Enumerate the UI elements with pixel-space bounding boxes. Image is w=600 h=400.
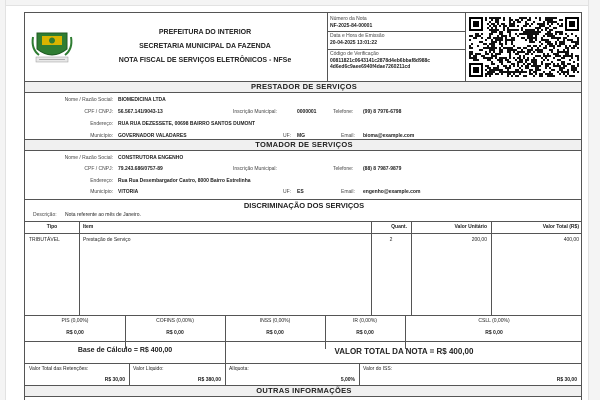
- data-emissao-label: Data e Hora de Emissão: [330, 33, 385, 39]
- tributo-cofins-label: COFINS (0,00%): [156, 318, 194, 324]
- prestador-cpf: 56.567.141/9043-13: [118, 109, 163, 115]
- row-item: Prestação de Serviço: [83, 237, 131, 243]
- tributo-ir-label: IR (0,00%): [353, 318, 377, 324]
- prestador-im-label: Inscrição Municipal:: [233, 109, 277, 115]
- valor-liquido-label: Valor Líquido:: [133, 366, 164, 372]
- numero-nota-label: Número da Nota: [330, 16, 367, 22]
- prestador-razao-label: Nome / Razão Social:: [64, 97, 113, 103]
- tomador-cpf: 79.243.686/0757-89: [118, 166, 163, 172]
- tomador-municipio: VITORIA: [118, 189, 139, 195]
- aliquota-value: 5,00%: [340, 377, 355, 383]
- col-item: Item: [83, 224, 94, 230]
- row-tipo: TRIBUTÁVEL: [29, 237, 60, 243]
- data-emissao-value: 20-04-2025 13:01:22: [330, 40, 377, 46]
- base-calculo: Base de Cálculo = R$ 400,00: [77, 347, 173, 354]
- tomador-tel: (88) 8 7987-9879: [363, 166, 402, 172]
- retencoes-label: Valor Total das Retenções:: [29, 366, 89, 372]
- viewer-scrollbar[interactable]: [588, 0, 600, 400]
- codigo-verificacao-line2: 4d6ed6c9aee6940f4dae7260211cd: [330, 64, 411, 70]
- tomador-section-header: [25, 139, 582, 151]
- prestador-tel: (99) 8 7976-6798: [363, 109, 402, 115]
- tributo-cofins-value: R$ 0,00: [166, 330, 184, 336]
- prestador-tel-label: Telefone:: [333, 109, 354, 115]
- retencoes-value: R$ 30,00: [104, 377, 125, 383]
- tomador-endereco: Rua Rua Desembargador Castro, 8000 Bairro Estrelinha: [118, 178, 251, 184]
- tributo-ir-value: R$ 0,00: [356, 330, 374, 336]
- col-valor-total: Valor Total (R$): [542, 224, 579, 230]
- prestador-uf: MG: [297, 133, 306, 139]
- col-quant: Quant.: [391, 224, 407, 230]
- tomador-razao-label: Nome / Razão Social:: [64, 155, 113, 161]
- prestador-im: 0000001: [297, 109, 317, 115]
- prestador-cpf-label: CPF / CNPJ:: [84, 109, 113, 115]
- header-prefeitura: PREFEITURA DO INTERIOR: [158, 29, 252, 36]
- tributo-inss-value: R$ 0,00: [266, 330, 284, 336]
- prestador-email-label: Email:: [341, 133, 355, 139]
- aliquota-label: Alíquota:: [229, 366, 249, 372]
- numero-nota-value: NF-2025-84-00001: [330, 23, 373, 29]
- header-secretaria: SECRETARIA MUNICIPAL DA FAZENDA: [139, 43, 271, 50]
- prestador-endereco: RUA RUA DEZESSETE, 00698 BAIRRO SANTOS DUMONT: [118, 121, 256, 127]
- prestador-title: PRESTADOR DE SERVIÇOS: [250, 82, 358, 91]
- prestador-end-label: Endereço:: [90, 121, 113, 127]
- col-tipo: Tipo: [46, 224, 58, 230]
- valor-iss-label: Valor do ISS:: [363, 366, 393, 372]
- tomador-end-label: Endereço:: [90, 178, 113, 184]
- municipal-crest-icon: [29, 27, 75, 67]
- qr-code-icon: [469, 17, 579, 77]
- tomador-uf-label: UF:: [283, 189, 292, 195]
- outras-informacoes-header: [25, 385, 582, 397]
- descricao-label: Descrição:: [33, 212, 57, 218]
- tomador-mun-label: Município:: [90, 189, 113, 195]
- prestador-municipio: GOVERNADOR VALADARES: [118, 133, 187, 139]
- tomador-uf: ES: [297, 189, 304, 195]
- col-valor-unitario: Valor Unitário: [454, 224, 487, 230]
- row-valor-unitario: 200,00: [471, 237, 487, 243]
- descricao-text: Nota referente ao mês de Janeiro.: [65, 212, 141, 218]
- row-quant: 2: [389, 237, 393, 243]
- codigo-verificacao-line1: 00811821c0643141c2878d4eb6bbaf8d988c: [330, 58, 431, 64]
- prestador-email: bioma@example.com: [363, 133, 415, 139]
- valor-total-nota: VALOR TOTAL DA NOTA = R$ 400,00: [334, 347, 474, 356]
- header-nfse-title: NOTA FISCAL DE SERVIÇOS ELETRÔNICOS - NFSe: [118, 57, 292, 64]
- viewer-top-edge: [6, 0, 588, 6]
- tomador-title: TOMADOR DE SERVIÇOS: [255, 140, 353, 149]
- tributo-pis-label: PIS (0,00%): [61, 318, 89, 324]
- prestador-uf-label: UF:: [283, 133, 292, 139]
- tomador-razao: CONSTRUTORA ENGENHO: [118, 155, 184, 161]
- tributo-csll-label: CSLL (0,00%): [478, 318, 510, 324]
- tomador-email-label: Email:: [341, 189, 355, 195]
- prestador-razao: BIOMEDICINA LTDA: [118, 97, 166, 103]
- tomador-im-label: Inscrição Municipal:: [233, 166, 277, 172]
- valor-iss-value: R$ 30,00: [556, 377, 577, 383]
- row-valor-total: 400,00: [563, 237, 579, 243]
- nfse-page: [24, 12, 582, 400]
- tomador-cpf-label: CPF / CNPJ:: [84, 166, 113, 172]
- tributo-pis-value: R$ 0,00: [66, 330, 84, 336]
- tributo-csll-value: R$ 0,00: [485, 330, 503, 336]
- viewer-left-edge: [0, 0, 6, 400]
- codigo-verificacao-label: Código de Verificação: [330, 51, 379, 57]
- prestador-section-header: [25, 81, 582, 93]
- prestador-mun-label: Município:: [90, 133, 113, 139]
- discriminacao-title: DISCRIMINAÇÃO DOS SERVIÇOS: [243, 201, 365, 210]
- valor-liquido-value: R$ 380,00: [197, 377, 221, 383]
- tomador-email: engenho@example.com: [363, 189, 421, 195]
- outras-informacoes-title: OUTRAS INFORMAÇÕES: [256, 386, 352, 395]
- tributo-inss-label: INSS (0,00%): [259, 318, 291, 324]
- tomador-tel-label: Telefone:: [333, 166, 354, 172]
